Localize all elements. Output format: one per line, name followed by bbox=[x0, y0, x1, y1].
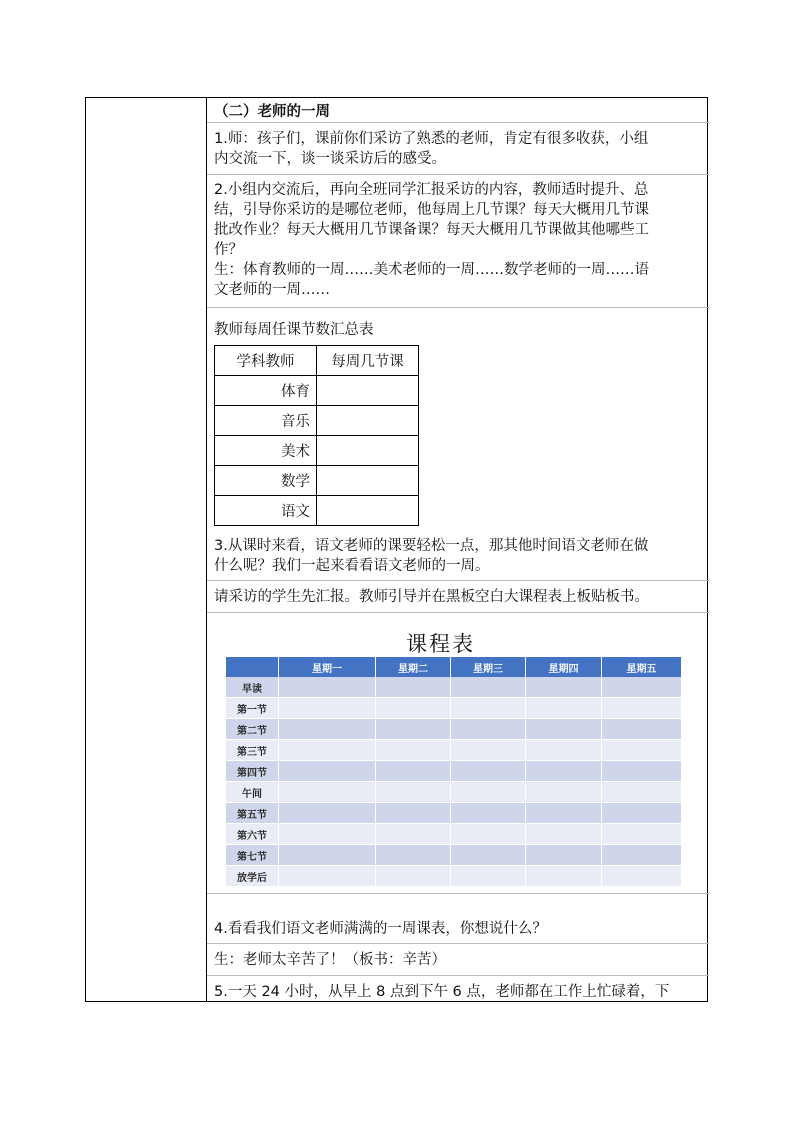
paragraph-6: 生：老师太辛苦了！（板书：辛苦） bbox=[214, 952, 446, 968]
schedule-table bbox=[226, 657, 682, 887]
schedule-cell bbox=[376, 698, 451, 719]
tally-header: 每周几节课 bbox=[317, 346, 419, 376]
schedule-row bbox=[226, 719, 682, 740]
schedule-cell bbox=[376, 803, 451, 824]
schedule-row bbox=[226, 677, 682, 698]
tally-count-cell bbox=[317, 376, 419, 406]
period-label: 第四节 bbox=[226, 761, 279, 782]
row-divider bbox=[207, 893, 709, 894]
lesson-table bbox=[85, 97, 708, 1002]
schedule-cell bbox=[602, 761, 682, 782]
period-label: 早读 bbox=[226, 677, 279, 698]
tally-table bbox=[214, 345, 419, 526]
row-divider bbox=[207, 943, 709, 944]
schedule-row bbox=[226, 866, 682, 887]
period-label: 午间 bbox=[226, 782, 279, 803]
schedule-cell bbox=[279, 782, 376, 803]
schedule-cell bbox=[526, 740, 602, 761]
schedule-cell bbox=[602, 866, 682, 887]
row-divider bbox=[207, 580, 709, 581]
schedule-cell bbox=[602, 803, 682, 824]
period-label: 第七节 bbox=[226, 845, 279, 866]
schedule-row bbox=[226, 824, 682, 845]
paragraph-1: 1.师：孩子们，课前你们采访了熟悉的老师，肯定有很多收获，小组 内交流一下，谈一谈采访后的感受。 bbox=[214, 131, 649, 167]
schedule-row bbox=[226, 698, 682, 719]
schedule-cell bbox=[376, 719, 451, 740]
row-divider bbox=[207, 975, 709, 976]
schedule-corner bbox=[226, 657, 279, 677]
schedule-cell bbox=[279, 845, 376, 866]
row-divider bbox=[207, 122, 709, 123]
schedule-row bbox=[226, 782, 682, 803]
schedule-row bbox=[226, 803, 682, 824]
tally-row bbox=[215, 406, 419, 436]
tally-count-cell bbox=[317, 496, 419, 526]
paragraph-4: 请采访的学生先汇报。教师引导并在黑板空白大课程表上板贴板书。 bbox=[214, 589, 649, 605]
period-label: 放学后 bbox=[226, 866, 279, 887]
schedule-cell bbox=[526, 761, 602, 782]
schedule-header-row bbox=[226, 657, 682, 677]
paragraph-2: 2.小组内交流后，再向全班同学汇报采访的内容，教师适时提升、总 结，引导你采访的是哪位老师，他每周上几节课？每天大概用几节课 批改作业？每天大概用几节课备课？每天大概用几节课做其他哪些工 作？ 生：体育教师的一周……美术老师的一周……数学老师的一周……语 文老师的一周…… bbox=[214, 182, 649, 298]
tally-subject: 音乐 bbox=[215, 406, 317, 436]
section-heading: （二）老师的一周 bbox=[214, 104, 330, 120]
schedule-cell bbox=[279, 698, 376, 719]
tally-row bbox=[215, 436, 419, 466]
schedule-cell bbox=[526, 698, 602, 719]
row-divider bbox=[207, 307, 709, 308]
schedule-cell bbox=[279, 803, 376, 824]
schedule-cell bbox=[279, 740, 376, 761]
schedule-cell bbox=[526, 782, 602, 803]
schedule-cell bbox=[451, 782, 526, 803]
period-label: 第五节 bbox=[226, 803, 279, 824]
tally-row bbox=[215, 496, 419, 526]
tally-header: 学科教师 bbox=[215, 346, 317, 376]
schedule-cell bbox=[279, 677, 376, 698]
tally-count-cell bbox=[317, 436, 419, 466]
tally-subject: 语文 bbox=[215, 496, 317, 526]
tally-count-cell bbox=[317, 466, 419, 496]
schedule-cell bbox=[279, 824, 376, 845]
schedule-cell bbox=[451, 740, 526, 761]
schedule-cell bbox=[451, 677, 526, 698]
schedule-cell bbox=[602, 824, 682, 845]
paragraph-7: 5.一天 24 小时，从早上 8 点到下午 6 点，老师都在工作上忙碌着，下 bbox=[214, 984, 670, 1000]
schedule-cell bbox=[526, 803, 602, 824]
schedule-title: 课程表 bbox=[406, 632, 475, 656]
schedule-cell bbox=[526, 719, 602, 740]
schedule-cell bbox=[376, 740, 451, 761]
schedule-row bbox=[226, 740, 682, 761]
tally-row bbox=[215, 376, 419, 406]
row-divider bbox=[207, 174, 709, 175]
schedule-cell bbox=[451, 761, 526, 782]
left-column bbox=[86, 98, 207, 1001]
schedule-cell bbox=[376, 866, 451, 887]
schedule-cell bbox=[451, 719, 526, 740]
tally-row bbox=[215, 466, 419, 496]
tally-subject: 体育 bbox=[215, 376, 317, 406]
period-label: 第三节 bbox=[226, 740, 279, 761]
tally-header-row bbox=[215, 346, 419, 376]
schedule-cell bbox=[602, 677, 682, 698]
schedule-cell bbox=[526, 845, 602, 866]
tally-subject: 美术 bbox=[215, 436, 317, 466]
schedule-cell bbox=[451, 845, 526, 866]
period-label: 第一节 bbox=[226, 698, 279, 719]
row-divider bbox=[207, 612, 709, 613]
schedule-cell bbox=[451, 866, 526, 887]
tally-table-caption: 教师每周任课节数汇总表 bbox=[214, 322, 374, 338]
schedule-cell bbox=[279, 719, 376, 740]
schedule-cell bbox=[526, 866, 602, 887]
schedule-row bbox=[226, 845, 682, 866]
schedule-cell bbox=[526, 677, 602, 698]
schedule-cell bbox=[376, 824, 451, 845]
period-label: 第六节 bbox=[226, 824, 279, 845]
tally-subject: 数学 bbox=[215, 466, 317, 496]
schedule-cell bbox=[451, 803, 526, 824]
schedule-cell bbox=[376, 677, 451, 698]
schedule-cell bbox=[451, 824, 526, 845]
schedule-cell bbox=[279, 761, 376, 782]
schedule-cell bbox=[376, 761, 451, 782]
day-header: 星期三 bbox=[451, 657, 526, 677]
schedule-cell bbox=[602, 782, 682, 803]
schedule-row bbox=[226, 761, 682, 782]
schedule-cell bbox=[602, 719, 682, 740]
tally-count-cell bbox=[317, 406, 419, 436]
schedule-cell bbox=[602, 740, 682, 761]
day-header: 星期四 bbox=[526, 657, 602, 677]
paragraph-3: 3.从课时来看，语文老师的课要轻松一点，那其他时间语文老师在做 什么呢？我们一起来看看语文老师的一周。 bbox=[214, 538, 649, 574]
paragraph-5: 4.看看我们语文老师满满的一周课表，你想说什么？ bbox=[214, 921, 547, 937]
day-header: 星期二 bbox=[376, 657, 451, 677]
schedule-cell bbox=[526, 824, 602, 845]
day-header: 星期一 bbox=[279, 657, 376, 677]
schedule-cell bbox=[451, 698, 526, 719]
schedule-cell bbox=[376, 782, 451, 803]
schedule-cell bbox=[279, 866, 376, 887]
day-header: 星期五 bbox=[602, 657, 682, 677]
schedule-cell bbox=[602, 845, 682, 866]
schedule-cell bbox=[602, 698, 682, 719]
period-label: 第二节 bbox=[226, 719, 279, 740]
schedule-cell bbox=[376, 845, 451, 866]
